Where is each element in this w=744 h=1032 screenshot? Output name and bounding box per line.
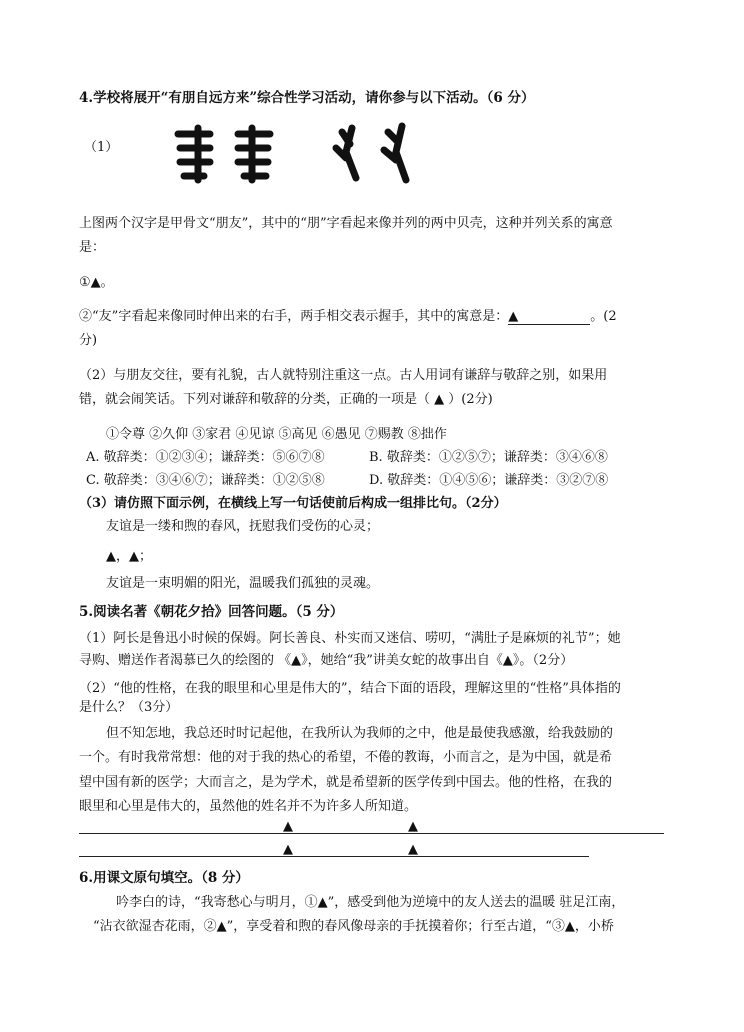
q4-part2-line2: 错，就会闹笑话。下列对谦辞和敬辞的分类，正确的一项是（ ▲ ）(2分) xyxy=(79,392,493,407)
oracle-bone-characters xyxy=(170,118,420,190)
option-b[interactable]: B. 敬辞类：①②⑤⑦；谦辞类：③④⑥⑧ xyxy=(369,450,608,465)
q4-part3-prompt: （3）请仿照下面示例，在横线上写一句话使前后构成一组排比句。（2分） xyxy=(79,496,507,511)
blank-marker-3: ▲ xyxy=(283,842,293,857)
q4-part3-example2: 友谊是一束明媚的阳光，温暖我们孤独的灵魂。 xyxy=(106,576,380,591)
q4-part1-answer2-line1 xyxy=(79,305,617,325)
option-c[interactable]: C. 敬辞类：③④⑥⑦；谦辞类：①②⑤⑧ xyxy=(86,473,325,488)
q5-part2-line2: 是什么？（3分） xyxy=(79,700,179,715)
q5-passage-line4: 眼里和心里是伟大的，虽然他的姓名并不为许多人所知道。 xyxy=(79,799,418,814)
blank-marker: ▲ xyxy=(508,309,519,324)
oracle-you-glyph xyxy=(336,126,406,180)
q4-part3-example1: 友谊是一缕和煦的春风，抚慰我们受伤的心灵； xyxy=(106,519,380,534)
answer-line-2[interactable] xyxy=(79,856,589,857)
q5-passage-line1: 但不知怎地，我总还时时记起他，在我所认为我师的之中，他是最使我感激，给我鼓励的 xyxy=(106,726,614,741)
answer-line-1[interactable] xyxy=(79,833,664,834)
q4-word-list: ①令尊 ②久仰 ③家君 ④见谅 ⑤高见 ⑥愚见 ⑦赐教 ⑧拙作 xyxy=(106,427,447,442)
option-a[interactable]: A. 敬辞类：①②③④；谦辞类：⑤⑥⑦⑧ xyxy=(86,450,325,465)
oracle-peng-glyph xyxy=(178,128,270,180)
answer-blank[interactable] xyxy=(508,309,590,325)
q4-part1-text-line2: 是： xyxy=(79,240,106,255)
q4-part1-answer1: ①▲。 xyxy=(79,275,114,290)
blank-marker-2: ▲ xyxy=(408,819,418,834)
blank-marker-4: ▲ xyxy=(408,842,418,857)
q4-part1-label: （1） xyxy=(84,140,119,155)
q4-part3-answer-line[interactable]: ▲，▲； xyxy=(106,549,152,564)
q4-title: 4.学校将展开“有朋自远方来”综合性学习活动，请你参与以下活动。（6 分） xyxy=(79,90,535,106)
q5-title: 5.阅读名著《朝花夕拾》回答问题。（5 分） xyxy=(79,604,344,620)
q5-part2-line1: （2）“他的性格，在我的眼里和心里是伟大的”，结合下面的语段，理解这里的“性格”具体指的 xyxy=(79,681,621,696)
q5-part1-line2: 寻购、赠送作者渴慕已久的绘图的 《▲》，她给“我”讲美女蛇的故事出自《▲》。（2分） xyxy=(79,653,574,668)
q6-line1: 吟李白的诗，“我寄愁心与明月，①▲”，感受到他为逆境中的友人送去的温暖 驻足江南， xyxy=(116,895,625,910)
q4-part1-answer2-text: ②“友”字看起来像同时伸出来的右手，两手相交表示握手，其中的寓意是： xyxy=(79,309,509,324)
q5-part1-line1: （1）阿长是鲁迅小时候的保姆。阿长善良、朴实而又迷信、唠叨，“满肚子是麻烦的礼节”；她 xyxy=(79,631,621,646)
q4-part2-line1: （2）与朋友交往，要有礼貌，古人就特别注重这一点。古人用词有谦辞与敬辞之别，如果用 xyxy=(79,368,608,383)
q6-line2: “沾衣欲湿杏花雨，②▲”，享受着和煦的春风像母亲的手抚摸着你；行至古道，“③▲，小桥 xyxy=(93,919,614,934)
q4-part1-answer2-line2: 分) xyxy=(79,333,98,348)
q5-passage-line3: 望中国有新的医学；大而言之，是为学术，就是希望新的医学传到中国去。他的性格，在我的 xyxy=(79,775,613,790)
q4-part1-text-line1: 上图两个汉字是甲骨文“朋友”，其中的“朋”字看起来像并列的两中贝壳，这种并列关系的寓意 xyxy=(79,216,613,231)
blank-marker-1: ▲ xyxy=(283,819,293,834)
q5-passage-line2: 一个。有时我常常想：他的对于我的热心的希望，不倦的教诲，小而言之，是为中国，就是希 xyxy=(79,750,613,765)
option-d[interactable]: D. 敬辞类：①④⑤⑥；谦辞类：③②⑦⑧ xyxy=(369,473,609,488)
q4-part1-answer2-score: 。(2 xyxy=(590,309,617,324)
q6-title: 6.用课文原句填空。（8 分） xyxy=(79,870,249,886)
